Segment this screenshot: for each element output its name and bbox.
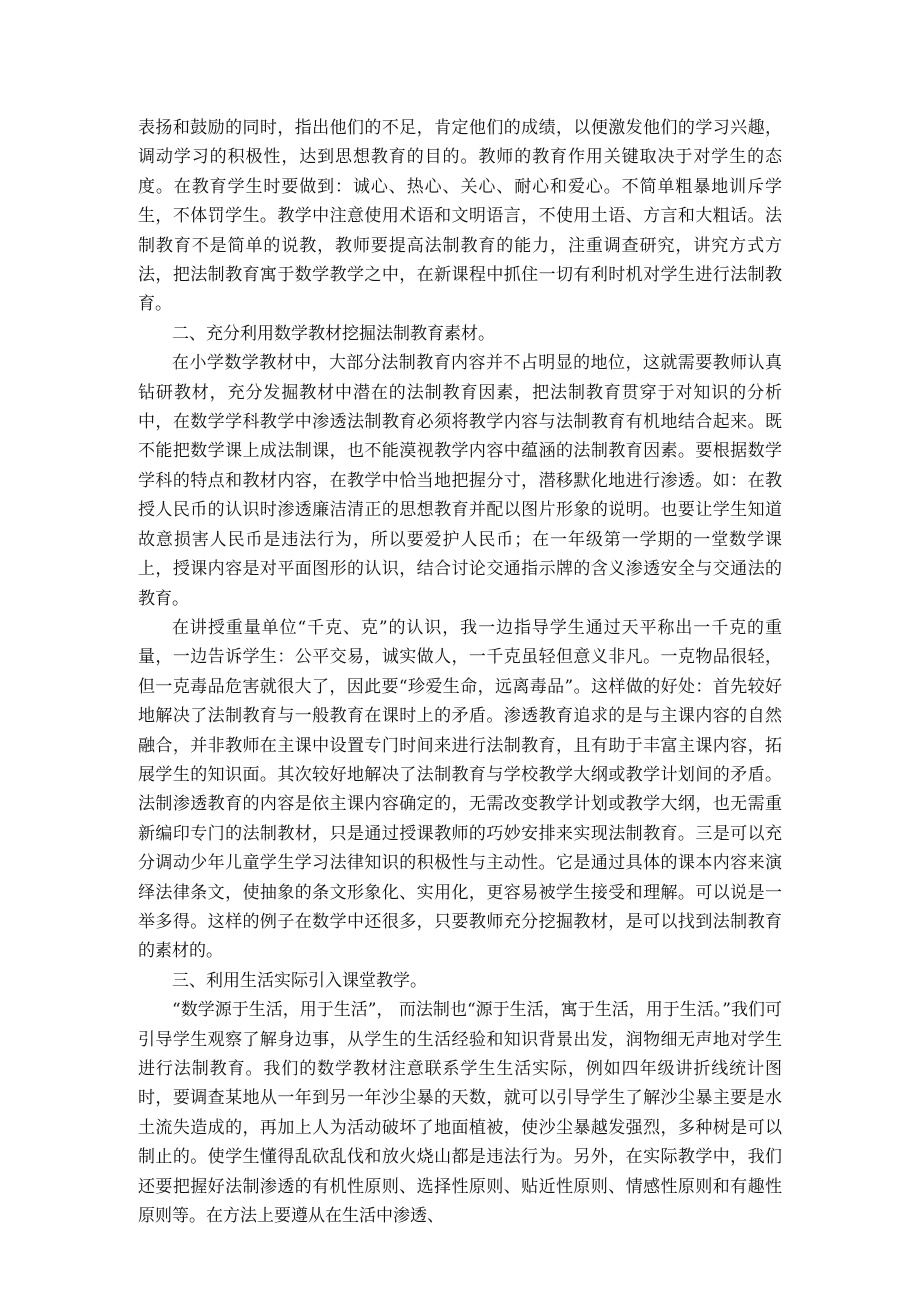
paragraph-weight-units: 在讲授重量单位“千克、克”的认识，我一边指导学生通过天平称出一千克的重量，一边告诉学生：公平交易，诚实做人，一千克虽轻但意义非凡。一克物品很轻，但一克毒品危害就很大了，因此要“珍爱生命，远离毒品”。这样做的好处：首先较好地解决了法制教育与一般教育在课时上的矛盾。渗透教育追求的是与主课内容的自然融合，并非教师在主课中设置专门时间来进行法制教育，且有助于丰富主课内容，拓展学生的知识面。其次较好地解决了法制教育与学校教学大纲或教学计划间的矛盾。法制渗透教育的内容是依主课内容确定的，无需改变教学计划或教学大纲，也无需重新编印专门的法制教材，只是通过授课教师的巧妙安排来实现法制教育。三是可以充分调动少年儿童学生学习法律知识的积极性与主动性。它是通过具体的课本内容来演绎法律条文，使抽象的条文形象化、实用化，更容易被学生接受和理解。可以说是一举多得。这样的例子在数学中还很多，只要教师充分挖掘教材，是可以找到法制教育的素材的。	[138, 617, 782, 962]
paragraph-daily-life: “数学源于生活，用于生活”， 而法制也“源于生活，寓于生活，用于生活。”我们可引导学生观察了解身边事，从学生的生活经验和知识背景出发，润物细无声地对学生进行法制教育。我们的数学教材注意联系学生生活实际，例如四年级讲折线统计图时，要调查某地从一年到另一年沙尘暴的天数，就可以引导学生了解沙尘暴主要是水土流失造成的，再加上人为活动破坏了地面植被，使沙尘暴越发强烈，多种树是可以制止的。使学生懂得乱砍乱伐和放火烧山都是违法行为。另外，在实际教学中，我们还要把握好法制渗透的有机性原则、选择性原则、贴近性原则、情感性原则和有趣性原则等。在方法上要遵从在生活中渗透、	[138, 1000, 782, 1227]
paragraph-continuation: 表扬和鼓励的同时，指出他们的不足，肯定他们的成绩，以便激发他们的学习兴趣，调动学习的积极性，达到思想教育的目的。教师的教育作用关键取决于对学生的态度。在教育学生时要做到：诚心、热心、关心、耐心和爱心。不简单粗暴地训斥学生，不体罚学生。教学中注意使用术语和文明语言，不使用土语、方言和大粗话。法制教育不是简单的说教，教师要提高法制教育的能力，注重调查研究，讲究方式方法，把法制教育寓于数学教学之中，在新课程中抓住一切有利时机对学生进行法制教育。	[138, 118, 782, 315]
paragraph-textbook-materials: 在小学数学教材中，大部分法制教育内容并不占明显的地位，这就需要教师认真钻研教材，充分发掘教材中潜在的法制教育因素，把法制教育贯穿于对知识的分析中，在数学学科教学中渗透法制教育必须将教学内容与法制教育有机地结合起来。既不能把数学课上成法制课，也不能漠视教学内容中蕴涵的法制教育因素。要根据数学学科的特点和教材内容，在教学中恰当地把握分寸，潜移默化地进行渗透。如：在教授人民币的认识时渗透廉洁清正的思想教育并配以图片形象的说明。也要让学生知道故意损害人民币是违法行为，所以要爱护人民币；在一年级第一学期的一堂数学课上，授课内容是对平面图形的认识，结合讨论交通指示牌的含义渗透安全与交通法的教育。	[138, 353, 782, 609]
section-heading-3: 三、利用生活实际引入课堂教学。	[172, 970, 427, 991]
section-heading-2: 二、充分利用数学教材挖掘法制教育素材。	[172, 323, 495, 344]
document-page	[138, 114, 782, 1231]
